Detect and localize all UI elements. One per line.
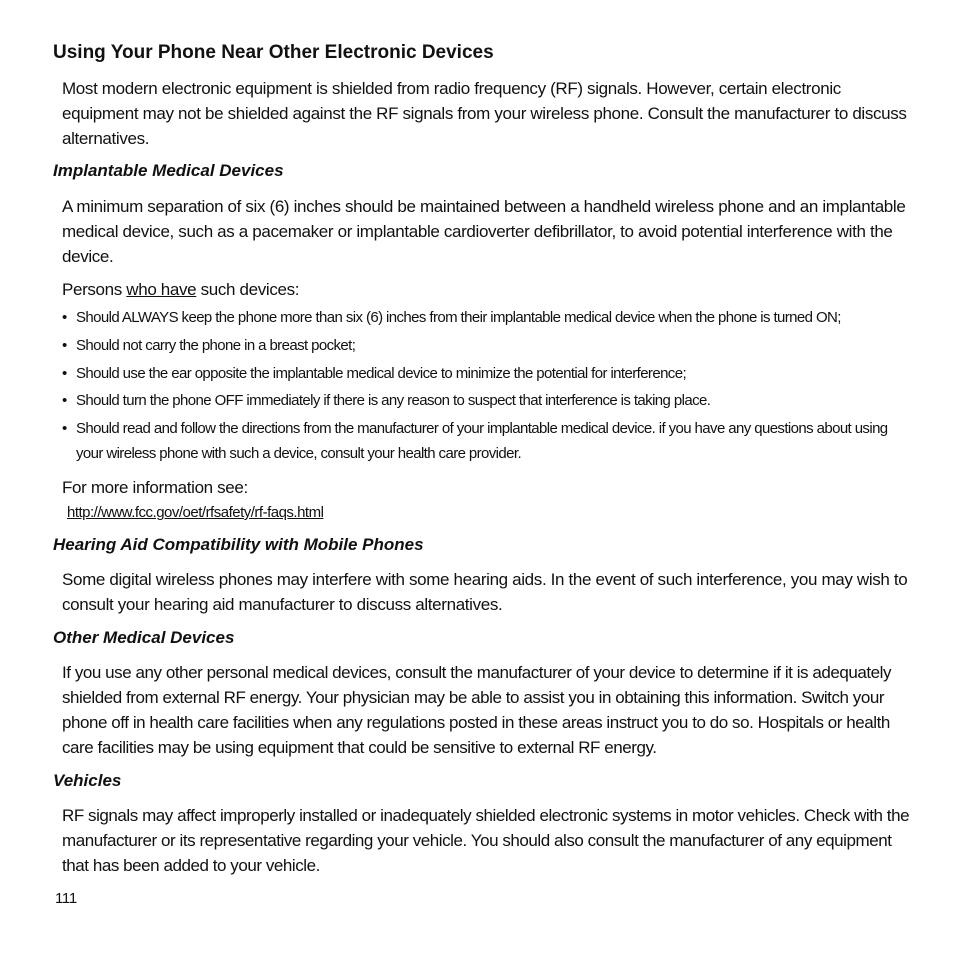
bullet-text: Should ALWAYS keep the phone more than six (6) inches from their implantable medical device when the phone is turned ON; xyxy=(76,309,841,326)
persons-line xyxy=(62,277,917,302)
page-number: 111 xyxy=(55,890,77,907)
bullet-text: Should turn the phone OFF immediately if there is any reason to suspect that interference is taking place. xyxy=(76,392,711,409)
bullet-text: Should read and follow the directions from the manufacturer of your implantable medical device. if you have any questions about using your wireless phone with such a device, consult your health care provider. xyxy=(76,420,888,462)
page-title: Using Your Phone Near Other Electronic Devices xyxy=(53,42,494,63)
hearing-heading: Hearing Aid Compatibility with Mobile Phones xyxy=(53,535,424,554)
bullet-text: Should not carry the phone in a breast pocket; xyxy=(76,337,356,354)
other-devices-paragraph: If you use any other personal medical devices, consult the manufacturer of your device to determine if it is adequately shielded from external RF energy. Your physician may be able to assist you in obtaining this information. Switch your phone off in health care facilities when any regulations posted in these areas instruct you to do so. Hospitals or health care facilities may be using equipment that could be sensitive to external RF energy. xyxy=(62,663,892,757)
bullet-mark: • xyxy=(62,337,67,354)
bullet-mark: • xyxy=(62,420,67,437)
bullet-mark: • xyxy=(62,365,67,382)
other-devices-heading: Other Medical Devices xyxy=(53,628,235,647)
bullet-mark: • xyxy=(62,392,67,409)
fcc-link[interactable]: http://www.fcc.gov/oet/rfsafety/rf-faqs.html xyxy=(67,504,324,521)
list-item xyxy=(62,388,902,413)
persons-suffix: such devices: xyxy=(196,280,300,299)
vehicles-heading: Vehicles xyxy=(53,771,122,790)
implantable-heading: Implantable Medical Devices xyxy=(53,161,284,180)
vehicles-paragraph: RF signals may affect improperly installed or inadequately shielded electronic systems in motor vehicles. Check with the manufacturer or its representative regarding your vehicle. You should also consult the manufacturer of any equipment that has been added to your vehicle. xyxy=(62,806,910,875)
list-item xyxy=(62,416,902,466)
more-info-label: For more information see: xyxy=(62,478,248,497)
list-item xyxy=(62,305,902,330)
hearing-paragraph: Some digital wireless phones may interfere with some hearing aids. In the event of such interference, you may wish to consult your hearing aid manufacturer to discuss alternatives. xyxy=(62,570,908,614)
bullet-mark: • xyxy=(62,309,67,326)
list-item xyxy=(62,361,902,386)
bullet-text: Should use the ear opposite the implantable medical device to minimize the potential for interference; xyxy=(76,365,687,382)
list-item xyxy=(62,333,902,358)
implantable-paragraph: A minimum separation of six (6) inches should be maintained between a handheld wireless phone and an implantable medical device, such as a pacemaker or implantable cardioverter defibrillator, to avoid potential interference with the device. xyxy=(62,197,906,266)
persons-prefix: Persons xyxy=(62,280,127,299)
intro-paragraph: Most modern electronic equipment is shielded from radio frequency (RF) signals. However, certain electronic equipment may not be shielded against the RF signals from your wireless phone. Consult the manufacturer to discuss alternatives. xyxy=(62,79,907,148)
persons-underlined: who have xyxy=(126,280,197,299)
